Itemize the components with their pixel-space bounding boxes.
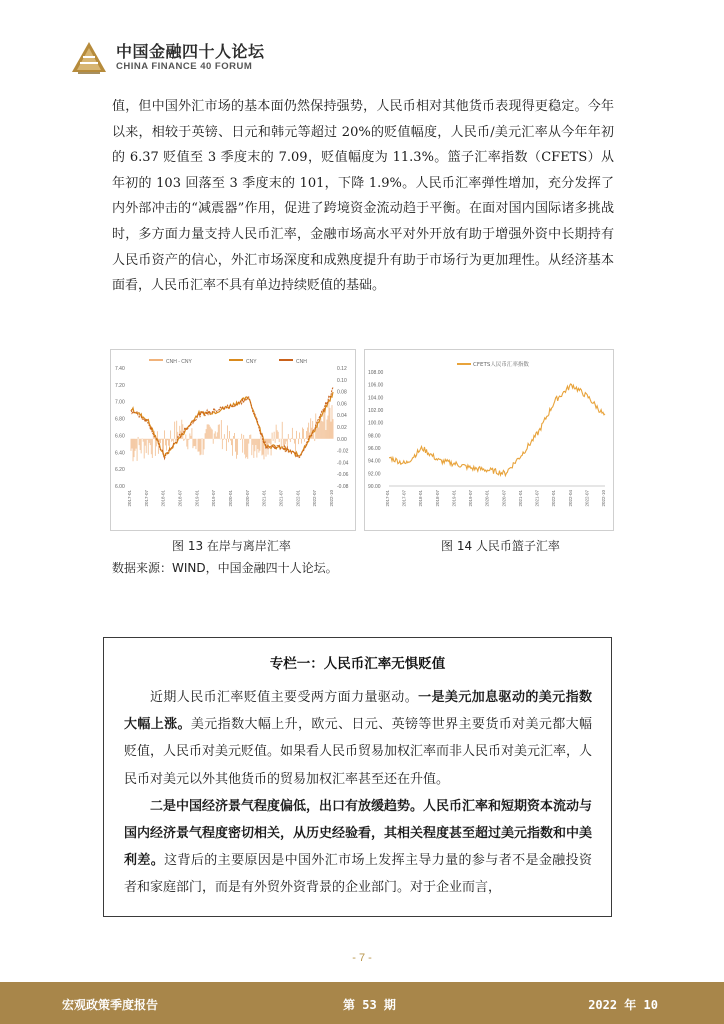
y-tick-label: 92.00 [368,471,381,478]
x-tick-label: 2019-07 [211,490,217,507]
figure-14-caption: 图 14 人民币篮子汇率 [441,539,560,553]
y-right-tick-label: -0.06 [337,472,349,479]
onshore-offshore-chart [111,350,357,532]
y-tick-label: 90.00 [368,484,381,490]
y-tick-label: 108.00 [368,370,384,376]
logo-title-en: CHINA FINANCE 40 FORUM [116,61,253,72]
cfets-line [389,384,605,476]
p2-tail: 这背后的主要原因是中国外汇市场上发挥主导力量的参与者不是金融投资者和家庭部门，而是有外贸外资背景的企业部门。对于企业而言， [124,853,592,896]
x-tick-label: 2017-01 [385,490,390,507]
footer-bar [0,982,724,1024]
column-body [124,684,592,902]
y-left-tick-label: 6.20 [115,467,125,474]
x-tick-label: 2020-01 [228,490,233,507]
x-tick-label: 2022-07 [584,490,590,507]
cfets-index-chart [365,350,615,532]
x-tick-label: 2018-07 [434,490,440,507]
x-tick-label: 2022-01 [551,490,557,507]
x-tick-label: 2022-07 [312,490,318,507]
paragraph-text: 值，但中国外汇市场的基本面仍然保持强势，人民币相对其他货币表现得更稳定。今年以来，相较于英镑、日元和韩元等超过 20%的贬值幅度，人民币/美元汇率从今年年初的 6.37 贬值至 3 季度末的 7.09，贬值幅度为 11.3%。篮子汇率指数（CFETS）从年初的 103 回落至 3 季度末的 101，下降 1.9%。人民币汇率弹性增加，充分发挥了内外部冲击的“减震器”作用，促进了跨境资金流动趋于平衡。在面对国内国际诸多挑战时，多方面力量支持人民币汇率，金融市场高水平对外开放有助于增强外资中长期持有人民币资产的信心，外汇市场深度和成熟度提升有助于市场行为更加理性。从经济基本面看，人民币汇率不具有单边持续贬值的基础。 [112,99,614,294]
x-tick-label: 2019-07 [468,490,474,507]
x-tick-label: 2021-07 [534,490,540,507]
legend-label: CNH [296,359,307,365]
column-paragraph-1 [124,684,592,793]
data-source-note: 数据来源：WIND，中国金融四十人论坛。 [112,561,338,575]
y-tick-label: 96.00 [368,446,381,452]
x-tick-label: 2022-04 [567,490,573,507]
logo-title-cn: 中国金融四十人论坛 [116,42,265,61]
y-tick-label: 94.00 [368,458,381,465]
column-paragraph-2 [124,793,592,902]
y-right-tick-label: -0.02 [337,448,349,455]
x-tick-label: 2021-01 [261,490,267,507]
y-right-tick-label: 0.00 [337,436,347,443]
y-left-tick-label: 6.80 [115,416,125,423]
y-right-tick-label: 0.04 [337,413,347,420]
y-left-tick-label: 7.00 [115,399,125,406]
y-right-tick-label: -0.04 [337,460,349,467]
y-left-tick-label: 6.40 [115,450,125,457]
x-tick-label: 2020-01 [484,490,490,507]
y-right-tick-label: 0.08 [337,389,347,396]
column-title: 专栏一：人民币汇率无惧贬值 [269,656,446,672]
y-tick-label: 106.00 [368,382,384,389]
x-tick-label: 2022-10 [601,490,606,507]
footer-report-name: 宏观政策季度报告 [62,998,159,1012]
cnh-line [131,388,333,459]
page-number: - 7 - [352,952,372,964]
footer-date: 2022 年 10 [588,998,658,1012]
x-tick-label: 2018-07 [177,490,183,507]
x-tick-label: 2017-07 [143,490,149,507]
y-tick-label: 102.00 [368,408,384,414]
x-tick-label: 2019-01 [451,490,457,507]
figure-14-chart [364,349,614,531]
footer-issue: 第 53 期 [343,998,396,1012]
y-right-tick-label: 0.10 [337,377,347,384]
y-tick-label: 98.00 [368,433,381,440]
y-left-tick-label: 7.20 [115,382,125,389]
y-left-tick-label: 7.40 [115,366,125,372]
column-box [103,637,612,917]
y-right-tick-label: 0.12 [337,366,347,372]
legend-label: CNY [246,359,257,365]
figure-13-chart [110,349,356,531]
y-tick-label: 104.00 [368,395,384,402]
x-tick-label: 2022-10 [329,490,334,507]
legend-label: CNH - CNY [166,359,192,365]
p2-bold: 二是中国经济景气程度偏低，出口有放缓趋势。人民币汇率和短期资本流动与国内经济景气程度密切相关，从历史经验看，其相关程度甚至超过美元指数和中美利差。 [124,798,593,869]
forum-logo-icon [70,40,108,74]
x-tick-label: 2018-01 [418,490,424,507]
x-tick-label: 2022-01 [295,490,301,507]
cny-line [131,392,333,457]
body-paragraph [112,94,614,299]
y-right-tick-label: -0.08 [337,484,349,490]
y-right-tick-label: 0.06 [337,401,347,408]
y-left-tick-label: 6.00 [115,484,125,490]
p1-bold: 一是美元加息驱动的美元指数大幅上涨。 [124,690,592,733]
y-right-tick-label: 0.02 [337,425,347,431]
legend-label: CFETS人民币汇率指数 [473,362,529,368]
x-tick-label: 2020-07 [244,490,250,507]
x-tick-label: 2021-07 [278,490,284,507]
figure-13-caption: 图 13 在岸与离岸汇率 [172,539,291,553]
x-tick-label: 2017-01 [127,490,132,507]
x-tick-label: 2021-01 [517,490,523,507]
x-tick-label: 2019-01 [194,490,200,507]
x-tick-label: 2020-07 [501,490,507,507]
p1-tail: 美元指数大幅上升，欧元、日元、英镑等世界主要货币对美元都大幅贬值，人民币对美元贬值。如果看人民币贸易加权汇率而非人民币对美元汇率，人民币对美元以外其他货币的贸易加权汇率甚至还在升值。 [124,717,593,787]
y-left-tick-label: 6.60 [115,433,125,440]
y-tick-label: 100.00 [368,420,384,427]
x-tick-label: 2018-01 [160,490,166,507]
x-tick-label: 2017-07 [401,490,407,507]
p1-normal: 近期人民币汇率贬值主要受两方面力量驱动。 [150,690,419,705]
